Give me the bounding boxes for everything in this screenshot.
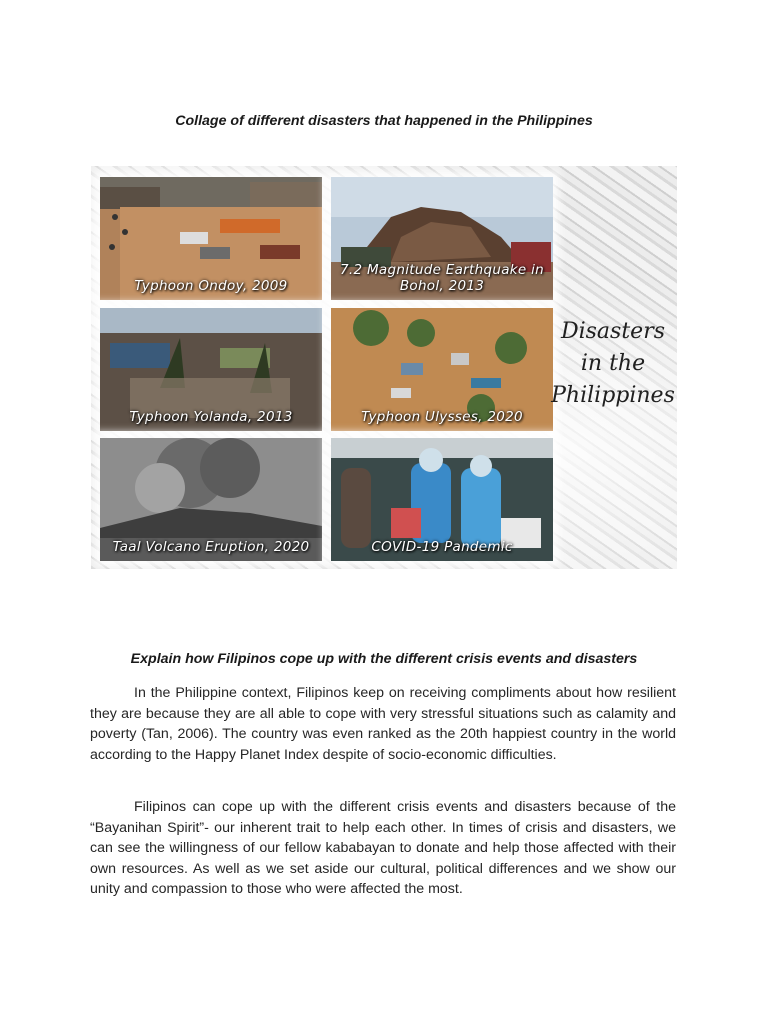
tile-covid-pandemic — [331, 438, 553, 561]
side-title-line: Philippines — [551, 383, 675, 408]
collage-side-title — [543, 316, 677, 412]
tile-label: Typhoon Ondoy, 2009 — [134, 278, 288, 294]
tile-typhoon-yolanda — [100, 308, 322, 431]
side-title-line: in the — [580, 351, 646, 376]
body-paragraph — [90, 797, 676, 900]
body-paragraph — [90, 683, 676, 765]
tile-label: Taal Volcano Eruption, 2020 — [112, 539, 310, 555]
tile-typhoon-ondoy — [100, 177, 322, 300]
paragraph-text: Filipinos can cope up with the different crisis events and disasters because of the “Bayanihan Spirit”- our inherent trait to help each other. In times of crisis and disasters, we can see the willingness of our fellow kababayan to donate and help those affected with their own resources. As well as we set aside our cultural, political differences and we show our unity and compassion to those who were affected the most. — [90, 799, 676, 898]
tile-bohol-earthquake — [331, 177, 553, 300]
tile-taal-volcano — [100, 438, 322, 561]
disaster-collage-image — [91, 166, 677, 569]
tile-label: Typhoon Ulysses, 2020 — [361, 409, 523, 425]
tile-label: COVID-19 Pandemic — [371, 539, 513, 555]
tile-label: Typhoon Yolanda, 2013 — [129, 409, 293, 425]
paragraph-text: In the Philippine context, Filipinos keep on receiving compliments about how resilient they are because they are all able to cope with very stressful situations such as calamity and poverty (Tan, 2006). The country was even ranked as the 20th happiest country in the world according to the Happy Planet Index despite of socio-economic difficulties. — [90, 685, 676, 763]
tile-label: 7.2 Magnitude Earthquake in Bohol, 2013 — [340, 262, 544, 294]
side-title-line: Disasters — [560, 319, 666, 344]
figure-caption: Collage of different disasters that happened in the Philippines — [175, 113, 593, 129]
section-heading: Explain how Filipinos cope up with the different crisis events and disasters — [130, 651, 638, 667]
tile-typhoon-ulysses — [331, 308, 553, 431]
